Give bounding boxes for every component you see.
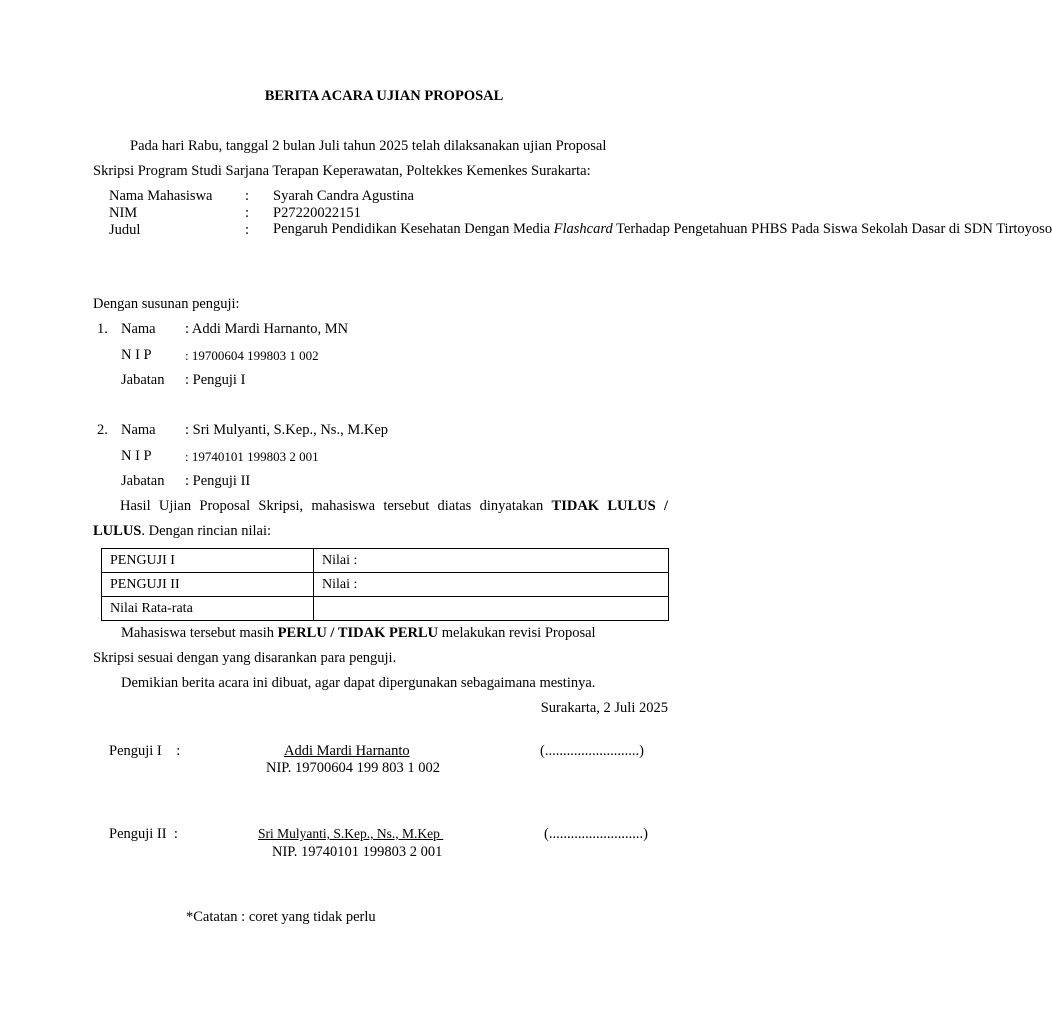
footnote: *Catatan : coret yang tidak perlu xyxy=(186,909,376,925)
revision-line-1 xyxy=(121,625,596,642)
table-row xyxy=(102,549,669,573)
table-cell: PENGUJI II xyxy=(102,573,314,597)
student-name-value: Syarah Candra Agustina xyxy=(273,188,414,204)
examiner-jabatan-value: : Penguji I xyxy=(185,372,246,388)
table-cell: Nilai : xyxy=(314,573,669,597)
examiner-number: 1. xyxy=(97,321,108,337)
signature-nip: NIP. 19700604 199 803 1 002 xyxy=(266,760,441,776)
colon: : xyxy=(245,205,250,221)
examiner-name-label: Nama xyxy=(121,422,156,438)
result-paragraph xyxy=(93,494,668,544)
table-cell xyxy=(314,597,669,621)
intro-paragraph xyxy=(93,134,668,159)
examiner-jabatan-value: : Penguji II xyxy=(185,473,251,489)
examiners-heading: Dengan susunan penguji: xyxy=(93,296,240,312)
intro-line-1: Pada hari Rabu, tanggal 2 bulan Juli tahun 2025 telah dilaksanakan ujian Proposal xyxy=(130,138,607,154)
revision-bold: PERLU / TIDAK PERLU xyxy=(277,625,439,641)
examiner-name-value: : Addi Mardi Harnanto, MN xyxy=(185,321,349,337)
table-row xyxy=(102,597,669,621)
judul-part-1: Pengaruh Pendidikan Kesehatan Dengan Media xyxy=(273,221,551,237)
signature-name: Addi Mardi Harnanto xyxy=(284,743,410,759)
table-cell: PENGUJI I xyxy=(102,549,314,573)
examiner-jabatan-label: Jabatan xyxy=(121,473,165,489)
colon: : xyxy=(245,222,250,238)
signature-nip: NIP. 19740101 199803 2 001 xyxy=(272,844,443,860)
examiner-name-label: Nama xyxy=(121,321,156,337)
place-date: Surakarta, 2 Juli 2025 xyxy=(540,700,668,716)
student-identity xyxy=(0,188,1052,278)
examiner-number: 2. xyxy=(97,422,108,438)
revision-text-start: Mahasiswa tersebut masih xyxy=(121,625,275,641)
nim-label: NIM xyxy=(109,205,138,221)
examiner-name-value: : Sri Mulyanti, S.Kep., Ns., M.Kep xyxy=(185,422,388,438)
signature-role: Penguji I : xyxy=(109,743,181,759)
revision-text-end: melakukan revisi Proposal xyxy=(441,625,596,641)
colon: : xyxy=(245,188,250,204)
result-text-end: . Dengan rincian nilai: xyxy=(141,523,272,539)
examiner-jabatan-label: Jabatan xyxy=(121,372,165,388)
revision-line-2: Skripsi sesuai dengan yang disarankan para penguji. xyxy=(93,650,397,666)
student-name-label: Nama Mahasiswa xyxy=(109,188,213,204)
signature-line: (..........................) xyxy=(544,826,648,842)
result-text-start: Hasil Ujian Proposal Skripsi, mahasiswa tersebut diatas dinyatakan xyxy=(120,498,544,514)
examiner-nip-value: : 19740101 199803 2 001 xyxy=(185,449,319,464)
table-cell: Nilai : xyxy=(314,549,669,573)
judul-part-2: Terhadap Pengetahuan PHBS Pada Siswa Sekolah Dasar di SDN Tirtoyoso xyxy=(616,221,1052,237)
table-row xyxy=(102,573,669,597)
examiner-nip-label: N I P xyxy=(121,448,152,464)
table-cell: Nilai Rata-rata xyxy=(102,597,314,621)
judul-label: Judul xyxy=(109,222,141,238)
judul-value xyxy=(273,219,1052,240)
document-title: BERITA ACARA UJIAN PROPOSAL xyxy=(264,88,504,104)
signature-role: Penguji II : xyxy=(109,826,178,842)
closing-statement: Demikian berita acara ini dibuat, agar dapat dipergunakan sebagaimana mestinya. xyxy=(121,675,596,691)
intro-line-2: Skripsi Program Studi Sarjana Terapan Keperawatan, Poltekkes Kemenkes Surakarta: xyxy=(93,163,591,179)
result-bold-2: LULUS xyxy=(93,523,142,539)
result-bold-1: TIDAK LULUS / xyxy=(551,498,669,514)
signature-name: Sri Mulyanti, S.Kep., Ns., M.Kep xyxy=(258,826,444,841)
nim-value: P27220022151 xyxy=(273,205,361,221)
examiner-nip-value: : 19700604 199803 1 002 xyxy=(185,348,319,363)
examiner-nip-label: N I P xyxy=(121,347,152,363)
judul-italic: Flashcard xyxy=(553,221,613,237)
signature-line: (..........................) xyxy=(540,743,644,759)
score-table xyxy=(101,548,669,621)
